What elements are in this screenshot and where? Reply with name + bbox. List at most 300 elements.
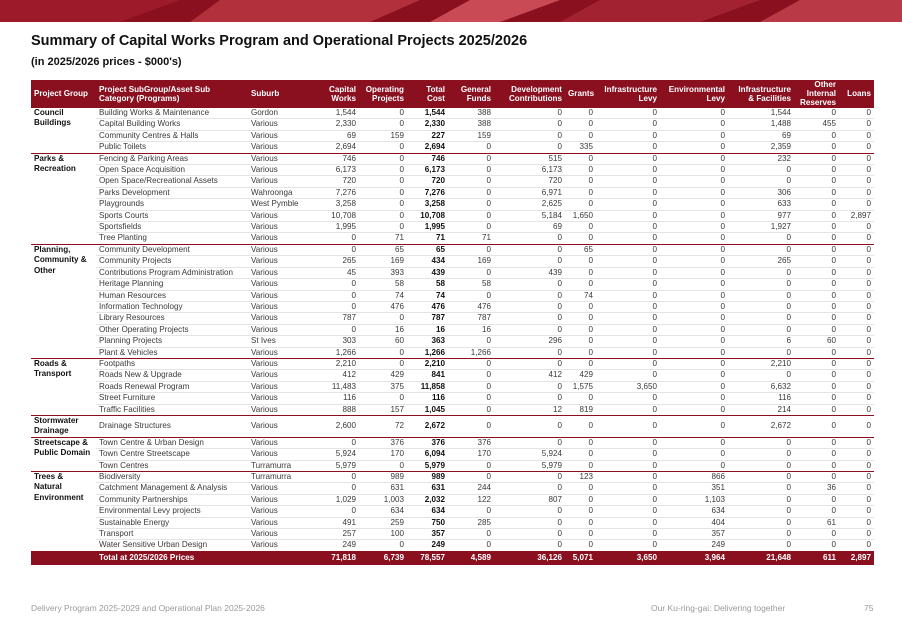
value-cell: 439	[494, 267, 565, 278]
table-row	[31, 381, 874, 392]
value-cell: 0	[565, 506, 596, 517]
value-cell: 16	[359, 324, 407, 335]
value-cell: 476	[407, 301, 448, 312]
value-cell: 0	[660, 199, 728, 210]
col-header: Infrastructure & Facilities	[728, 80, 794, 108]
value-cell: 0	[448, 267, 494, 278]
value-cell: 0	[794, 370, 839, 381]
col-header: Operating Projects	[359, 80, 407, 108]
value-cell: 1,266	[320, 347, 359, 358]
value-cell: 0	[728, 494, 794, 505]
value-cell: 227	[407, 130, 448, 141]
value-cell: 0	[494, 313, 565, 324]
table-row	[31, 233, 874, 244]
table-row	[31, 244, 874, 255]
value-cell: 0	[565, 437, 596, 448]
value-cell: 787	[448, 313, 494, 324]
value-cell: 0	[448, 415, 494, 437]
value-cell: 0	[596, 494, 660, 505]
value-cell: 0	[839, 313, 874, 324]
value-cell: 0	[839, 472, 874, 483]
value-cell: 0	[839, 267, 874, 278]
value-cell: 265	[320, 256, 359, 267]
value-cell: 1,650	[565, 210, 596, 221]
value-cell: 0	[565, 233, 596, 244]
value-cell: 0	[565, 540, 596, 551]
value-cell: 0	[728, 313, 794, 324]
value-cell: 0	[494, 529, 565, 540]
value-cell: 375	[359, 381, 407, 392]
value-cell: 0	[565, 119, 596, 130]
value-cell: 0	[494, 415, 565, 437]
value-cell: 0	[728, 233, 794, 244]
value-cell: 5,979	[320, 460, 359, 471]
subgroup-cell: Sports Courts	[96, 210, 248, 221]
subgroup-cell: Town Centre Streetscape	[96, 449, 248, 460]
table-row	[31, 199, 874, 210]
subgroup-cell: Plant & Vehicles	[96, 347, 248, 358]
table-row	[31, 267, 874, 278]
table-row	[31, 165, 874, 176]
value-cell: 0	[794, 130, 839, 141]
value-cell: 376	[448, 437, 494, 448]
value-cell: 0	[565, 199, 596, 210]
table-row	[31, 404, 874, 415]
value-cell: 0	[565, 279, 596, 290]
table-row	[31, 460, 874, 471]
value-cell: 0	[448, 370, 494, 381]
value-cell: 0	[448, 165, 494, 176]
value-cell: 1,488	[728, 119, 794, 130]
value-cell: 0	[565, 313, 596, 324]
value-cell: 2,897	[839, 210, 874, 221]
value-cell: 0	[494, 483, 565, 494]
value-cell: 0	[660, 108, 728, 119]
value-cell: 0	[448, 222, 494, 233]
table-row	[31, 393, 874, 404]
subgroup-cell: Open Space/Recreational Assets	[96, 176, 248, 187]
subgroup-cell: Community Centres & Halls	[96, 130, 248, 141]
value-cell: 0	[794, 540, 839, 551]
subgroup-cell: Biodiversity	[96, 472, 248, 483]
table-row	[31, 301, 874, 312]
value-cell: 0	[794, 279, 839, 290]
value-cell: 412	[494, 370, 565, 381]
value-cell: 0	[839, 381, 874, 392]
suburb-cell: Turramurra	[248, 472, 320, 483]
value-cell: 6,094	[407, 449, 448, 460]
value-cell: 2,600	[320, 415, 359, 437]
value-cell: 0	[728, 347, 794, 358]
suburb-cell: Various	[248, 358, 320, 369]
total-spacer	[31, 551, 96, 565]
value-cell: 0	[794, 437, 839, 448]
value-cell: 720	[320, 176, 359, 187]
value-cell: 0	[359, 165, 407, 176]
value-cell: 1,927	[728, 222, 794, 233]
value-cell: 0	[494, 279, 565, 290]
col-header: Project SubGroup/Asset Sub Category (Programs)	[96, 80, 248, 108]
suburb-cell: Various	[248, 119, 320, 130]
value-cell: 0	[794, 187, 839, 198]
page-title: Summary of Capital Works Program and Operational Projects 2025/2026	[31, 33, 528, 49]
value-cell: 0	[494, 358, 565, 369]
value-cell: 0	[596, 370, 660, 381]
table-row	[31, 529, 874, 540]
value-cell: 0	[596, 142, 660, 153]
value-cell: 1,103	[660, 494, 728, 505]
value-cell: 249	[407, 540, 448, 551]
value-cell: 0	[359, 108, 407, 119]
value-cell: 249	[320, 540, 359, 551]
table-row	[31, 108, 874, 119]
value-cell: 0	[320, 301, 359, 312]
suburb-cell: Various	[248, 130, 320, 141]
value-cell: 746	[320, 153, 359, 164]
value-cell: 1,544	[407, 108, 448, 119]
table-row	[31, 279, 874, 290]
value-cell: 249	[660, 540, 728, 551]
col-header: Environmental Levy	[660, 80, 728, 108]
subgroup-cell: Community Projects	[96, 256, 248, 267]
total-cell: 21,648	[728, 551, 794, 565]
value-cell: 0	[565, 415, 596, 437]
value-cell: 631	[407, 483, 448, 494]
value-cell: 0	[660, 381, 728, 392]
value-cell: 6,971	[494, 187, 565, 198]
subgroup-cell: Sustainable Energy	[96, 517, 248, 528]
value-cell: 0	[839, 347, 874, 358]
subgroup-cell: Open Space Acquisition	[96, 165, 248, 176]
value-cell: 0	[596, 404, 660, 415]
value-cell: 0	[448, 153, 494, 164]
subgroup-cell: Library Resources	[96, 313, 248, 324]
value-cell: 0	[565, 301, 596, 312]
value-cell: 0	[565, 108, 596, 119]
value-cell: 60	[794, 336, 839, 347]
suburb-cell: Various	[248, 506, 320, 517]
value-cell: 2,330	[407, 119, 448, 130]
value-cell: 0	[794, 494, 839, 505]
table-body	[31, 108, 874, 551]
suburb-cell: Various	[248, 393, 320, 404]
value-cell: 0	[794, 210, 839, 221]
table-row	[31, 370, 874, 381]
value-cell: 888	[320, 404, 359, 415]
value-cell: 1,544	[728, 108, 794, 119]
value-cell: 439	[407, 267, 448, 278]
value-cell: 170	[448, 449, 494, 460]
suburb-cell: Various	[248, 540, 320, 551]
suburb-cell: Gordon	[248, 108, 320, 119]
value-cell: 0	[794, 393, 839, 404]
value-cell: 0	[794, 153, 839, 164]
value-cell: 0	[839, 483, 874, 494]
value-cell: 159	[359, 130, 407, 141]
table-row	[31, 290, 874, 301]
value-cell: 0	[839, 506, 874, 517]
value-cell: 306	[728, 187, 794, 198]
value-cell: 634	[359, 506, 407, 517]
value-cell: 36	[794, 483, 839, 494]
value-cell: 0	[794, 506, 839, 517]
value-cell: 116	[320, 393, 359, 404]
suburb-cell: Various	[248, 483, 320, 494]
value-cell: 0	[660, 415, 728, 437]
value-cell: 0	[565, 358, 596, 369]
value-cell: 0	[596, 415, 660, 437]
value-cell: 0	[320, 324, 359, 335]
subgroup-cell: Sportsfields	[96, 222, 248, 233]
table-row	[31, 119, 874, 130]
subgroup-cell: Transport	[96, 529, 248, 540]
value-cell: 0	[494, 233, 565, 244]
value-cell: 169	[448, 256, 494, 267]
value-cell: 0	[448, 393, 494, 404]
suburb-cell: Various	[248, 449, 320, 460]
value-cell: 296	[494, 336, 565, 347]
value-cell: 376	[359, 437, 407, 448]
value-cell: 0	[320, 279, 359, 290]
value-cell: 376	[407, 437, 448, 448]
col-header: Development Contributions	[494, 80, 565, 108]
value-cell: 0	[660, 244, 728, 255]
value-cell: 0	[660, 301, 728, 312]
value-cell: 2,210	[407, 358, 448, 369]
value-cell: 1,544	[320, 108, 359, 119]
value-cell: 5,924	[494, 449, 565, 460]
total-cell: 611	[794, 551, 839, 565]
value-cell: 0	[596, 222, 660, 233]
value-cell: 303	[320, 336, 359, 347]
value-cell: 455	[794, 119, 839, 130]
subgroup-cell: Fencing & Parking Areas	[96, 153, 248, 164]
value-cell: 61	[794, 517, 839, 528]
value-cell: 0	[660, 313, 728, 324]
value-cell: 58	[407, 279, 448, 290]
value-cell: 0	[660, 336, 728, 347]
value-cell: 0	[320, 506, 359, 517]
value-cell: 0	[794, 244, 839, 255]
table-row	[31, 313, 874, 324]
value-cell: 0	[660, 153, 728, 164]
value-cell: 123	[565, 472, 596, 483]
suburb-cell: Various	[248, 290, 320, 301]
value-cell: 5,979	[407, 460, 448, 471]
subgroup-cell: Roads Renewal Program	[96, 381, 248, 392]
suburb-cell: Various	[248, 165, 320, 176]
subgroup-cell: Heritage Planning	[96, 279, 248, 290]
table-row	[31, 358, 874, 369]
value-cell: 0	[794, 313, 839, 324]
total-label: Total at 2025/2026 Prices	[96, 551, 248, 565]
value-cell: 71	[359, 233, 407, 244]
value-cell: 363	[407, 336, 448, 347]
value-cell: 0	[596, 540, 660, 551]
value-cell: 0	[494, 347, 565, 358]
value-cell: 285	[448, 517, 494, 528]
value-cell: 6,173	[320, 165, 359, 176]
subgroup-cell: Building Works & Maintenance	[96, 108, 248, 119]
value-cell: 787	[320, 313, 359, 324]
value-cell: 0	[565, 130, 596, 141]
value-cell: 7,276	[320, 187, 359, 198]
value-cell: 0	[494, 381, 565, 392]
value-cell: 0	[565, 517, 596, 528]
value-cell: 0	[320, 483, 359, 494]
value-cell: 0	[728, 460, 794, 471]
value-cell: 157	[359, 404, 407, 415]
table-row	[31, 130, 874, 141]
value-cell: 0	[596, 290, 660, 301]
project-group-label: Roads & Transport	[31, 358, 96, 415]
value-cell: 0	[728, 517, 794, 528]
value-cell: 0	[794, 404, 839, 415]
suburb-cell: Various	[248, 347, 320, 358]
value-cell: 412	[320, 370, 359, 381]
value-cell: 0	[448, 142, 494, 153]
value-cell: 10,708	[407, 210, 448, 221]
suburb-cell: Various	[248, 381, 320, 392]
value-cell: 10,708	[320, 210, 359, 221]
value-cell: 0	[728, 176, 794, 187]
value-cell: 0	[839, 153, 874, 164]
value-cell: 0	[565, 256, 596, 267]
value-cell: 0	[596, 279, 660, 290]
value-cell: 1,995	[407, 222, 448, 233]
value-cell: 0	[660, 176, 728, 187]
value-cell: 0	[660, 437, 728, 448]
value-cell: 0	[794, 529, 839, 540]
value-cell: 2,625	[494, 199, 565, 210]
subgroup-cell: Town Centre & Urban Design	[96, 437, 248, 448]
project-group-label: Parks & Recreation	[31, 153, 96, 244]
value-cell: 3,258	[407, 199, 448, 210]
value-cell: 0	[728, 449, 794, 460]
project-group-label: Planning, Community & Other	[31, 244, 96, 358]
value-cell: 58	[448, 279, 494, 290]
value-cell: 0	[359, 176, 407, 187]
value-cell: 69	[494, 222, 565, 233]
subgroup-cell: Drainage Structures	[96, 415, 248, 437]
value-cell: 0	[794, 233, 839, 244]
value-cell: 0	[494, 290, 565, 301]
value-cell: 0	[839, 449, 874, 460]
value-cell: 0	[359, 540, 407, 551]
value-cell: 0	[660, 279, 728, 290]
suburb-cell: Various	[248, 222, 320, 233]
value-cell: 0	[839, 165, 874, 176]
col-header: Infrastructure Levy	[596, 80, 660, 108]
value-cell: 0	[728, 244, 794, 255]
value-cell: 0	[839, 244, 874, 255]
value-cell: 69	[320, 130, 359, 141]
value-cell: 116	[728, 393, 794, 404]
value-cell: 0	[494, 119, 565, 130]
value-cell: 0	[660, 165, 728, 176]
value-cell: 787	[407, 313, 448, 324]
value-cell: 0	[596, 130, 660, 141]
value-cell: 0	[565, 393, 596, 404]
value-cell: 0	[565, 153, 596, 164]
table-row	[31, 210, 874, 221]
table-row	[31, 506, 874, 517]
suburb-cell: Various	[248, 437, 320, 448]
table-row	[31, 256, 874, 267]
value-cell: 0	[320, 233, 359, 244]
value-cell: 0	[839, 119, 874, 130]
value-cell: 0	[794, 256, 839, 267]
value-cell: 0	[660, 210, 728, 221]
footer-page-number: 75	[864, 603, 874, 613]
suburb-cell: Wahroonga	[248, 187, 320, 198]
value-cell: 0	[565, 165, 596, 176]
value-cell: 0	[728, 437, 794, 448]
value-cell: 0	[596, 506, 660, 517]
table-row	[31, 324, 874, 335]
value-cell: 0	[596, 199, 660, 210]
value-cell: 2,210	[728, 358, 794, 369]
value-cell: 0	[448, 187, 494, 198]
value-cell: 1,029	[320, 494, 359, 505]
value-cell: 515	[494, 153, 565, 164]
value-cell: 0	[596, 267, 660, 278]
value-cell: 0	[794, 176, 839, 187]
suburb-cell: Various	[248, 517, 320, 528]
value-cell: 0	[794, 324, 839, 335]
value-cell: 0	[359, 313, 407, 324]
value-cell: 65	[359, 244, 407, 255]
value-cell: 0	[448, 244, 494, 255]
value-cell: 0	[839, 142, 874, 153]
value-cell: 232	[728, 153, 794, 164]
suburb-cell: Various	[248, 142, 320, 153]
value-cell: 0	[596, 529, 660, 540]
value-cell: 0	[839, 529, 874, 540]
value-cell: 393	[359, 267, 407, 278]
value-cell: 0	[494, 244, 565, 255]
value-cell: 0	[448, 529, 494, 540]
col-header: General Funds	[448, 80, 494, 108]
value-cell: 0	[494, 108, 565, 119]
subgroup-cell: Public Toilets	[96, 142, 248, 153]
table-row	[31, 415, 874, 437]
value-cell: 2,694	[407, 142, 448, 153]
value-cell: 0	[728, 506, 794, 517]
value-cell: 0	[839, 187, 874, 198]
value-cell: 116	[407, 393, 448, 404]
value-cell: 0	[596, 517, 660, 528]
value-cell: 0	[565, 187, 596, 198]
value-cell: 434	[407, 256, 448, 267]
suburb-cell: Various	[248, 244, 320, 255]
value-cell: 0	[596, 244, 660, 255]
subgroup-cell: Environmental Levy projects	[96, 506, 248, 517]
value-cell: 0	[839, 290, 874, 301]
table-row	[31, 483, 874, 494]
value-cell: 0	[448, 506, 494, 517]
value-cell: 0	[839, 404, 874, 415]
value-cell: 45	[320, 267, 359, 278]
suburb-cell: St Ives	[248, 336, 320, 347]
value-cell: 0	[494, 472, 565, 483]
total-cell: 3,650	[596, 551, 660, 565]
value-cell: 0	[565, 176, 596, 187]
subgroup-cell: Contributions Program Administration	[96, 267, 248, 278]
col-header: Other Internal Reserves	[794, 80, 839, 108]
value-cell: 74	[359, 290, 407, 301]
value-cell: 0	[320, 290, 359, 301]
